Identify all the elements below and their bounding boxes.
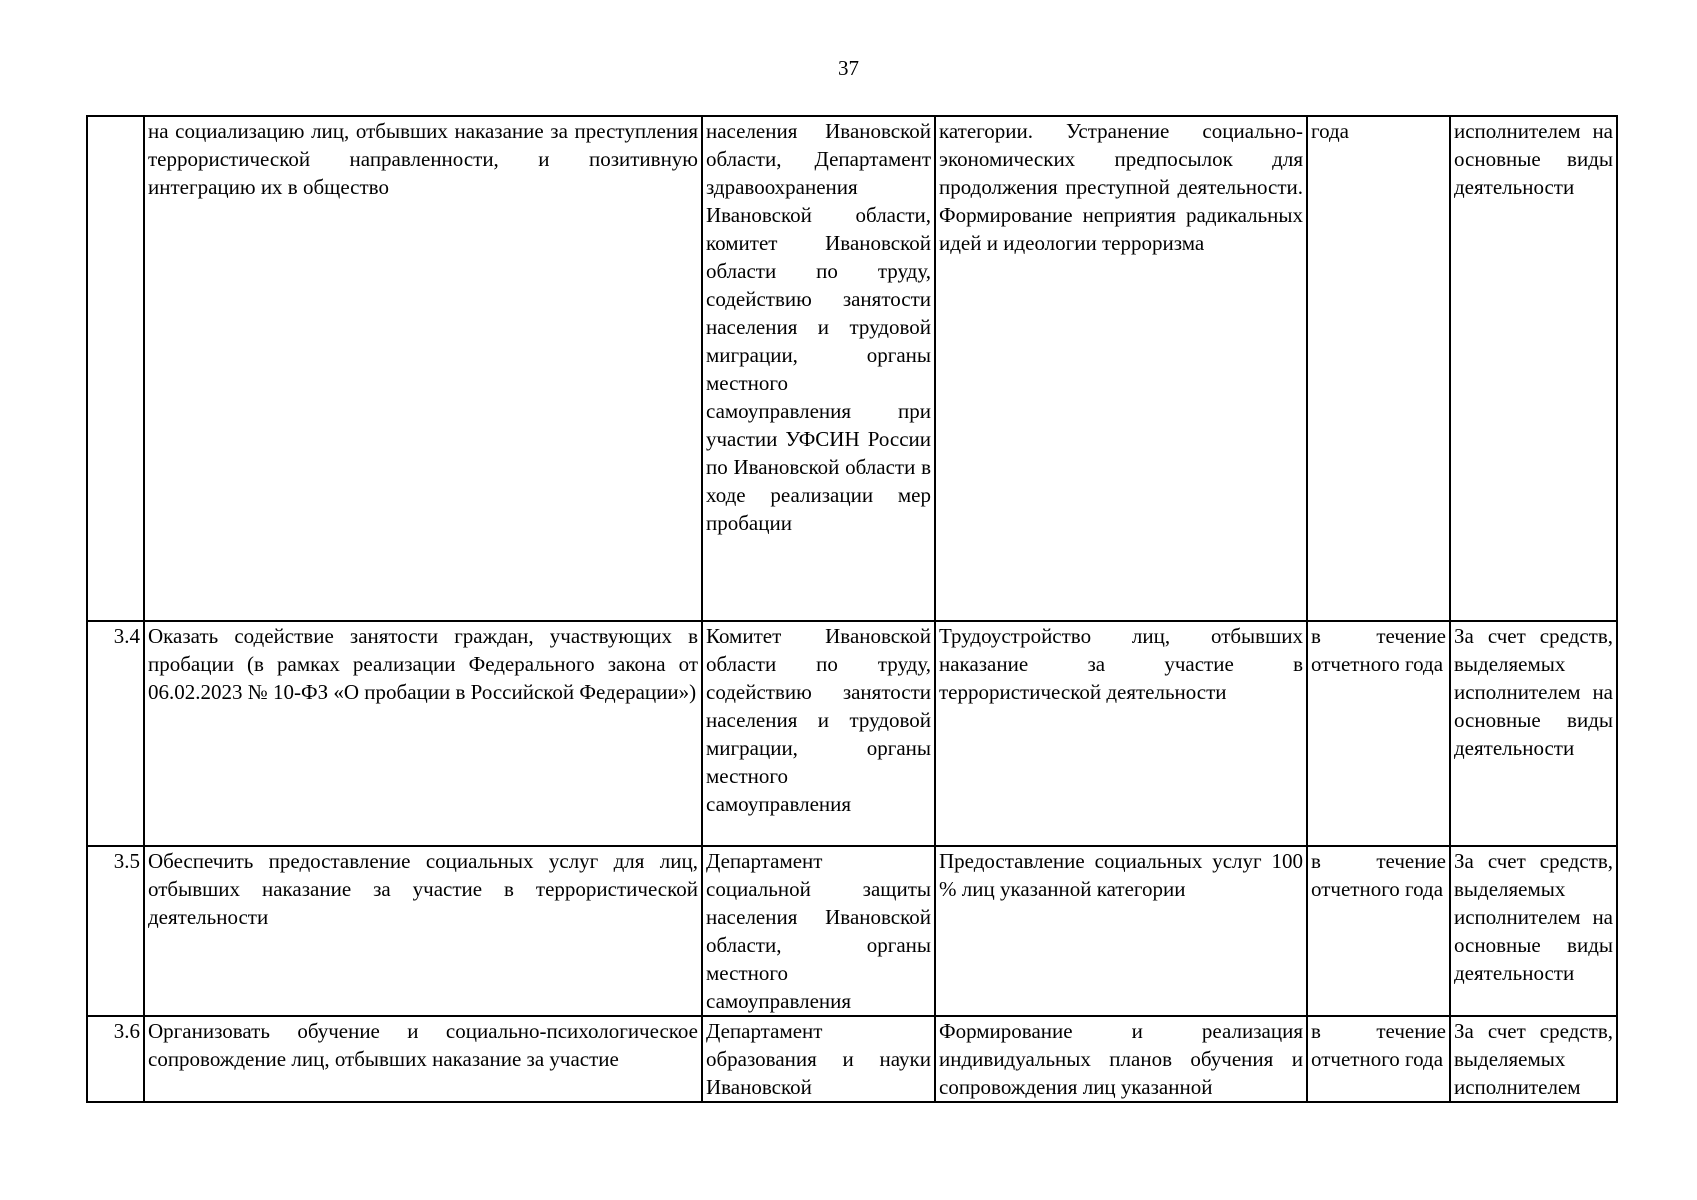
measure-cell: Оказать содействие занятости граждан, участвующих в пробации (в рамках реализации Федерального закона от 06.02.2023 № 10-ФЗ «О пробации в Российской Федерации») [144, 621, 702, 846]
page-number: 37 [838, 56, 859, 80]
table-row [87, 846, 1617, 1016]
funding-cell: За счет средств, выделяемых исполнителем [1450, 1016, 1617, 1102]
funding-cell: исполнителем на основные виды деятельности [1450, 116, 1617, 621]
row-number [87, 116, 144, 621]
measures-table [86, 115, 1618, 1103]
funding-cell: За счет средств, выделяемых исполнителем на основные виды деятельности [1450, 621, 1617, 846]
row-number: 3.4 [87, 621, 144, 846]
result-cell: Трудоустройство лиц, отбывших наказание за участие в террористической деятельности [935, 621, 1307, 846]
executors-cell: Департамент образования и науки Ивановской [702, 1016, 935, 1102]
table-row [87, 621, 1617, 846]
term-cell: года [1307, 116, 1450, 621]
executors-cell: населения Ивановской области, Департамент здравоохранения Ивановской области, комитет Ивановской области по труду, содействию занятости населения и трудовой миграции, органы местного самоуправления при участии УФСИН России по Ивановской области в ходе реализации мер пробации [702, 116, 935, 621]
executors-cell: Департамент социальной защиты населения Ивановской области, органы местного самоуправления [702, 846, 935, 1016]
measure-cell: Обеспечить предоставление социальных услуг для лиц, отбывших наказание за участие в террористической деятельности [144, 846, 702, 1016]
table-row [87, 1016, 1617, 1102]
term-cell: в течение отчетного года [1307, 846, 1450, 1016]
executors-cell: Комитет Ивановской области по труду, содействию занятости населения и трудовой миграции, органы местного самоуправления [702, 621, 935, 846]
row-number: 3.5 [87, 846, 144, 1016]
row-number: 3.6 [87, 1016, 144, 1102]
term-cell: в течение отчетного года [1307, 621, 1450, 846]
funding-cell: За счет средств, выделяемых исполнителем на основные виды деятельности [1450, 846, 1617, 1016]
table-row [87, 116, 1617, 621]
measure-cell: на социализацию лиц, отбывших наказание за преступления террористической направленности, и позитивную интеграцию их в общество [144, 116, 702, 621]
result-cell: Предоставление социальных услуг 100 % лиц указанной категории [935, 846, 1307, 1016]
result-cell: Формирование и реализация индивидуальных планов обучения и сопровождения лиц указанной [935, 1016, 1307, 1102]
result-cell: категории. Устранение социально-экономических предпосылок для продолжения преступной деятельности. Формирование неприятия радикальных идей и идеологии терроризма [935, 116, 1307, 621]
term-cell: в течение отчетного года [1307, 1016, 1450, 1102]
measure-cell: Организовать обучение и социально-психологическое сопровождение лиц, отбывших наказание за участие [144, 1016, 702, 1102]
